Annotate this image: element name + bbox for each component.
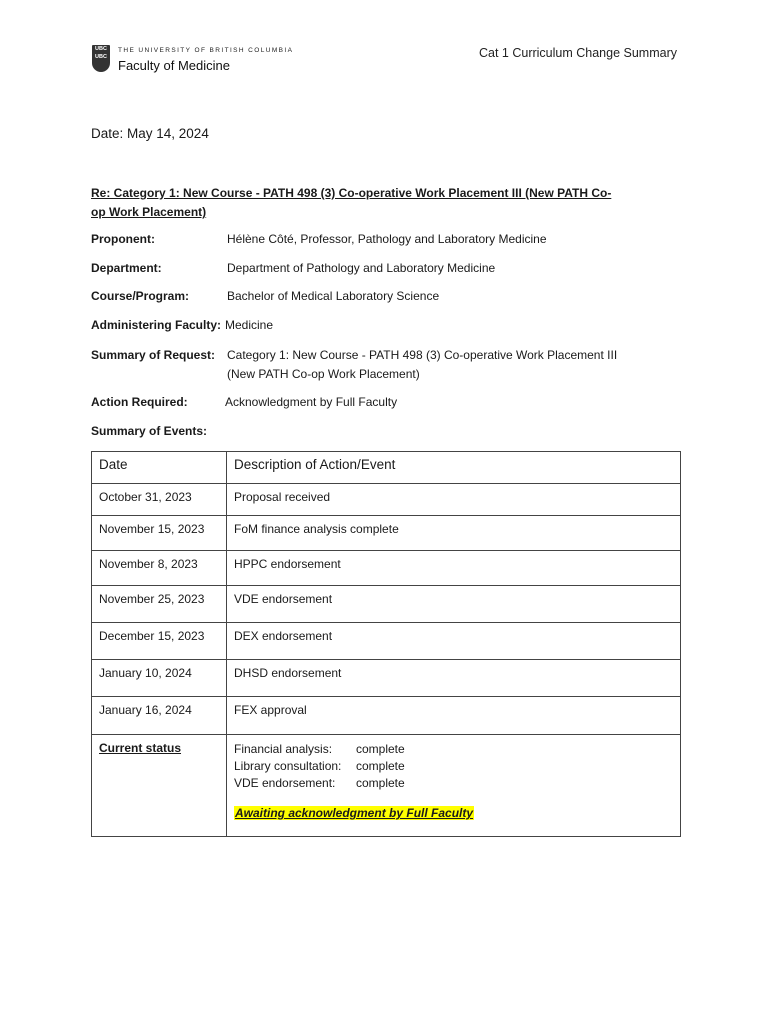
event-description: DEX endorsement (227, 623, 681, 660)
field-value-continued: (New PATH Co-op Work Placement) (227, 367, 420, 381)
current-status-label: Current status (99, 741, 182, 755)
event-date: November 25, 2023 (92, 586, 227, 623)
university-name: THE UNIVERSITY OF BRITISH COLUMBIA (118, 47, 294, 54)
event-description: FoM finance analysis complete (227, 516, 681, 551)
field-value: Bachelor of Medical Laboratory Science (227, 289, 440, 303)
status-line (234, 758, 673, 775)
status-line (234, 741, 673, 758)
summary-of-events-label: Summary of Events: (91, 424, 208, 438)
event-date: January 10, 2024 (92, 660, 227, 697)
event-description: Proposal received (227, 484, 681, 516)
status-value: complete (356, 742, 405, 756)
event-date: December 15, 2023 (92, 623, 227, 660)
table-row (92, 697, 681, 735)
document-date: Date: May 14, 2024 (91, 126, 209, 141)
table-row (92, 660, 681, 697)
event-description: FEX approval (227, 697, 681, 735)
field-value: Acknowledgment by Full Faculty (225, 395, 398, 409)
status-key: Library consultation: (234, 759, 342, 773)
event-description: HPPC endorsement (227, 551, 681, 586)
event-description: VDE endorsement (227, 586, 681, 623)
table-row (92, 516, 681, 551)
event-date: November 8, 2023 (92, 551, 227, 586)
status-key: Financial analysis: (234, 742, 333, 756)
status-value: complete (356, 759, 405, 773)
table-row-current-status (92, 735, 681, 837)
table-row (92, 586, 681, 623)
field-label: Proponent: (91, 232, 155, 246)
field-label: Department: (91, 261, 162, 275)
event-date: October 31, 2023 (92, 484, 227, 516)
event-date: January 16, 2024 (92, 697, 227, 735)
table-header-row (92, 452, 681, 484)
field-value: Medicine (225, 318, 274, 332)
event-description: DHSD endorsement (227, 660, 681, 697)
events-table (91, 451, 681, 837)
field-value: Category 1: New Course - PATH 498 (3) Co-operative Work Placement III (227, 348, 618, 362)
table-row (92, 484, 681, 516)
field-label: Action Required: (91, 395, 188, 409)
field-label: Course/Program: (91, 289, 190, 303)
field-label: Summary of Request: (91, 348, 216, 362)
event-date: November 15, 2023 (92, 516, 227, 551)
column-header-date: Date (92, 452, 227, 484)
field-value: Department of Pathology and Laboratory Medicine (227, 261, 496, 275)
table-row (92, 623, 681, 660)
faculty-name: Faculty of Medicine (118, 58, 230, 73)
document-type: Cat 1 Curriculum Change Summary (479, 46, 677, 60)
status-key: VDE endorsement: (234, 776, 336, 790)
current-status-details (227, 735, 681, 837)
table-row (92, 551, 681, 586)
field-label: Administering Faculty: (91, 318, 222, 332)
awaiting-acknowledgment-highlight: Awaiting acknowledgment by Full Faculty (235, 806, 474, 820)
current-status-cell (92, 735, 227, 837)
column-header-description: Description of Action/Event (227, 452, 681, 484)
re-line: Re: Category 1: New Course - PATH 498 (3) Co-operative Work Placement III (New PATH Co-op Work Placement) (91, 186, 612, 219)
status-value: complete (356, 776, 405, 790)
field-value: Hélène Côté, Professor, Pathology and Laboratory Medicine (227, 232, 547, 246)
ubc-crest-icon: UBC UBC (92, 45, 110, 72)
status-line (234, 775, 673, 792)
